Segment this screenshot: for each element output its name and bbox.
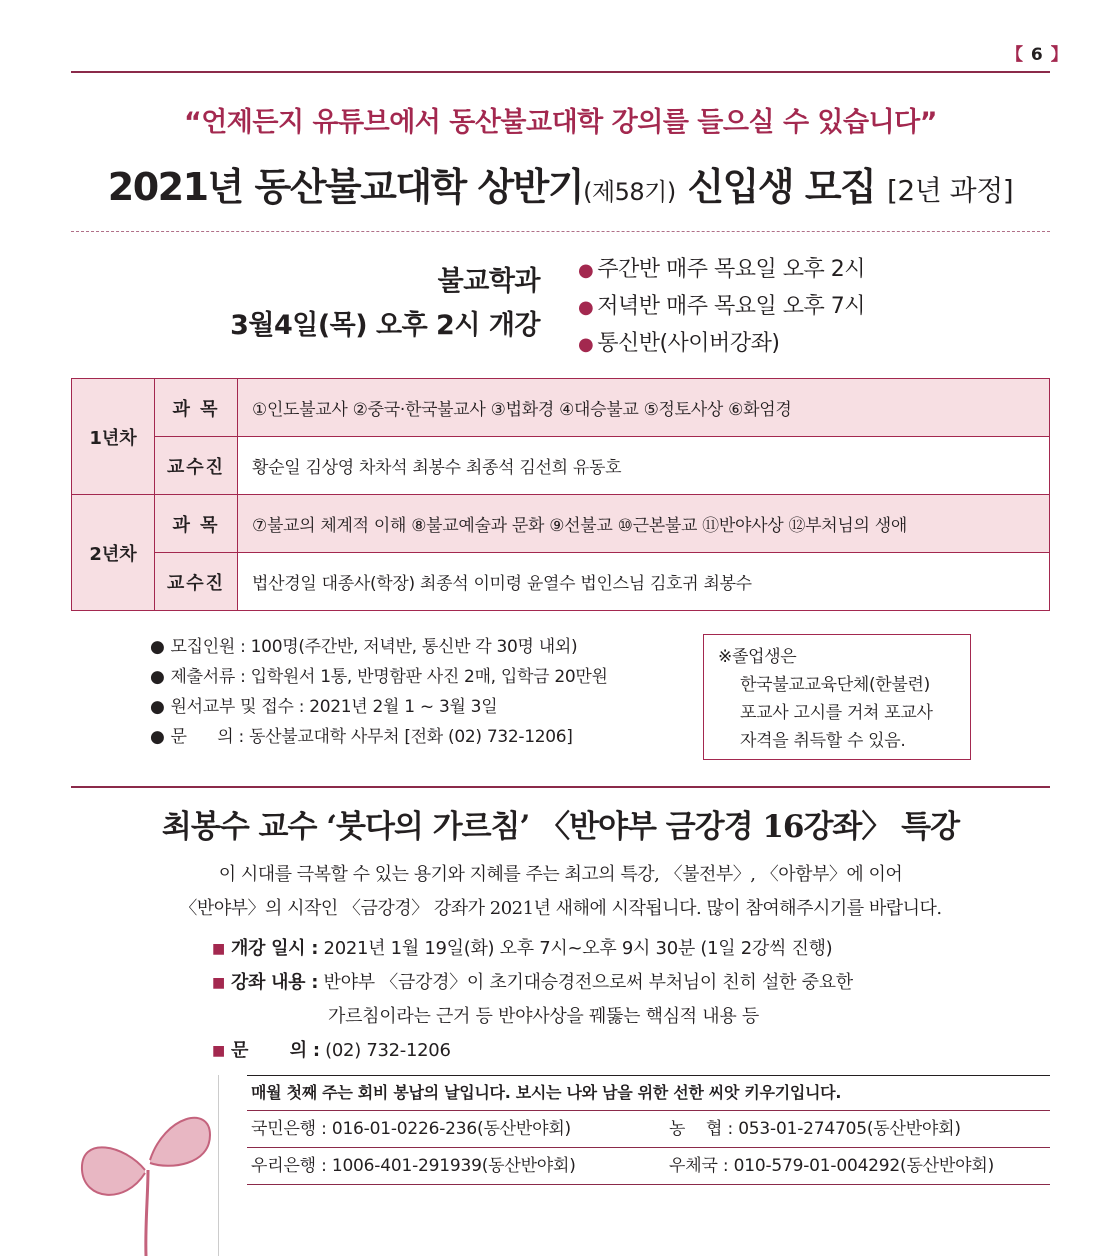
square-bullet-icon: ■ [212, 1043, 225, 1059]
lecture-title: 최봉수 교수 ‘붓다의 가르침’ 〈반야부 금강경 16강좌〉 특강 [161, 809, 960, 845]
curriculum-table [71, 378, 1050, 611]
faculty-label: 교수진 [155, 437, 238, 495]
graduate-note [703, 634, 971, 760]
donation-notice: 매월 첫째 주는 회비 봉납의 날입니다. 보시는 나와 남을 위한 선한 씨앗 키우기입니다. [251, 1083, 842, 1102]
admission-info [150, 632, 608, 752]
list-item: ● 모집인원 : 100명(주간반, 저녁반, 통신반 각 30명 내외) [150, 637, 578, 657]
bullet-icon: ● [578, 334, 594, 355]
description-line: 〈반야부〉의 시작인 〈금강경〉 강좌가 2021년 새해에 시작됩니다. 많이 참여해주시기를 바랍니다. [179, 898, 942, 919]
account-entry: 우리은행 : 1006-401-291939(동산반야회) [251, 1156, 576, 1176]
department-block [120, 260, 540, 348]
title-recruit: 신입생 모집 [687, 165, 876, 209]
headline-quote: “언제든지 유튜브에서 동산불교대학 강의를 들으실 수 있습니다” [183, 107, 938, 138]
account-row [247, 1148, 1050, 1184]
year2-label: 2년차 [72, 495, 155, 611]
detail-content: ■ 강좌 내용 : 반야부 〈금강경〉이 초기대승경전으로써 부처님이 친히 설한 중요한 [212, 966, 853, 1000]
class-schedule [578, 252, 865, 363]
bullet-icon: ● [150, 637, 165, 657]
year1-subjects: ①인도불교사 ②중국·한국불교사 ③법화경 ④대승불교 ⑤정토사상 ⑥화엄경 [238, 379, 1050, 437]
lecture-details [212, 932, 853, 1068]
bullet-icon: ● [150, 727, 165, 747]
page-number-value: 6 [1030, 45, 1044, 65]
list-item: ● 원서교부 및 접수 : 2021년 2월 1 ~ 3월 3일 [150, 697, 498, 717]
detail-date: ■ 개강 일시 : 2021년 1월 19일(화) 오후 7시~오후 9시 30분 (1일 2강씩 진행) [212, 932, 853, 966]
detail-content-continued: 가르침이라는 근거 등 반야사상을 꿰뚫는 핵심적 내용 등 [328, 1006, 759, 1027]
bullet-icon: ● [578, 297, 594, 318]
department-name: 불교학과 [437, 266, 540, 297]
bullet-icon: ● [150, 667, 165, 687]
account-entry: 농 협 : 053-01-274705(동산반야회) [669, 1119, 961, 1139]
square-bullet-icon: ■ [212, 941, 225, 957]
schedule-item: ● 주간반 매주 목요일 오후 2시 [578, 257, 865, 282]
year1-label: 1년차 [72, 379, 155, 495]
faculty-label: 교수진 [155, 553, 238, 611]
note-line: 한국불교교육단체(한불련) [740, 675, 931, 695]
schedule-item: ● 통신반(사이버강좌) [578, 331, 780, 356]
bank-accounts [247, 1075, 1050, 1185]
top-divider [71, 71, 1050, 73]
page-title [71, 156, 1050, 211]
square-bullet-icon: ■ [212, 975, 225, 991]
year2-faculty: 법산경일 대종사(학장) 최종석 이미령 윤열수 법인스님 김호귀 최봉수 [238, 553, 1050, 611]
year2-subjects: ⑦불교의 체계적 이해 ⑧불교예술과 문화 ⑨선불교 ⑩근본불교 ⑪반야사상 ⑫부처님의 생애 [238, 495, 1050, 553]
list-item: ● 제출서류 : 입학원서 1통, 반명함판 사진 2매, 입학금 20만원 [150, 667, 608, 687]
table-row [72, 553, 1050, 611]
year1-faculty: 황순일 김상영 차차석 최봉수 최종석 김선희 유동호 [238, 437, 1050, 495]
note-line: 포교사 고시를 거쳐 포교사 [740, 703, 933, 723]
account-entry: 국민은행 : 016-01-0226-236(동산반야회) [251, 1119, 571, 1139]
note-line: ※졸업생은 [718, 647, 797, 667]
note-line: 자격을 취득할 수 있음. [740, 731, 906, 751]
detail-contact: ■ 문 의 : (02) 732-1206 [212, 1034, 853, 1068]
opening-date: 3월4일(목) 오후 2시 개강 [230, 310, 540, 341]
title-main: 2021년 동산불교대학 상반기 [107, 165, 584, 209]
vertical-divider [218, 1075, 219, 1256]
page-number: 【 6 】 [1006, 45, 1069, 65]
dashed-divider [71, 231, 1050, 232]
title-session: (제58기) [583, 178, 676, 206]
lecture-description [71, 858, 1050, 926]
divider [247, 1184, 1050, 1185]
bullet-icon: ● [578, 260, 594, 281]
table-row [72, 495, 1050, 553]
schedule-item: ● 저녁반 매주 목요일 오후 7시 [578, 294, 865, 319]
subjects-label: 과 목 [155, 379, 238, 437]
table-row [72, 379, 1050, 437]
table-row [72, 437, 1050, 495]
heart-sprout-icon [70, 1075, 220, 1256]
account-row [247, 1111, 1050, 1147]
account-entry: 우체국 : 010-579-01-004292(동산반야회) [669, 1156, 995, 1176]
subjects-label: 과 목 [155, 495, 238, 553]
title-course: [2년 과정] [886, 174, 1014, 207]
description-line: 이 시대를 극복할 수 있는 용기와 지혜를 주는 최고의 특강, 〈불전부〉, 〈아함부〉에 이어 [218, 864, 903, 885]
section-divider [71, 786, 1050, 788]
list-item: ● 문 의 : 동산불교대학 사무처 [전화 (02) 732-1206] [150, 727, 573, 747]
bullet-icon: ● [150, 697, 165, 717]
